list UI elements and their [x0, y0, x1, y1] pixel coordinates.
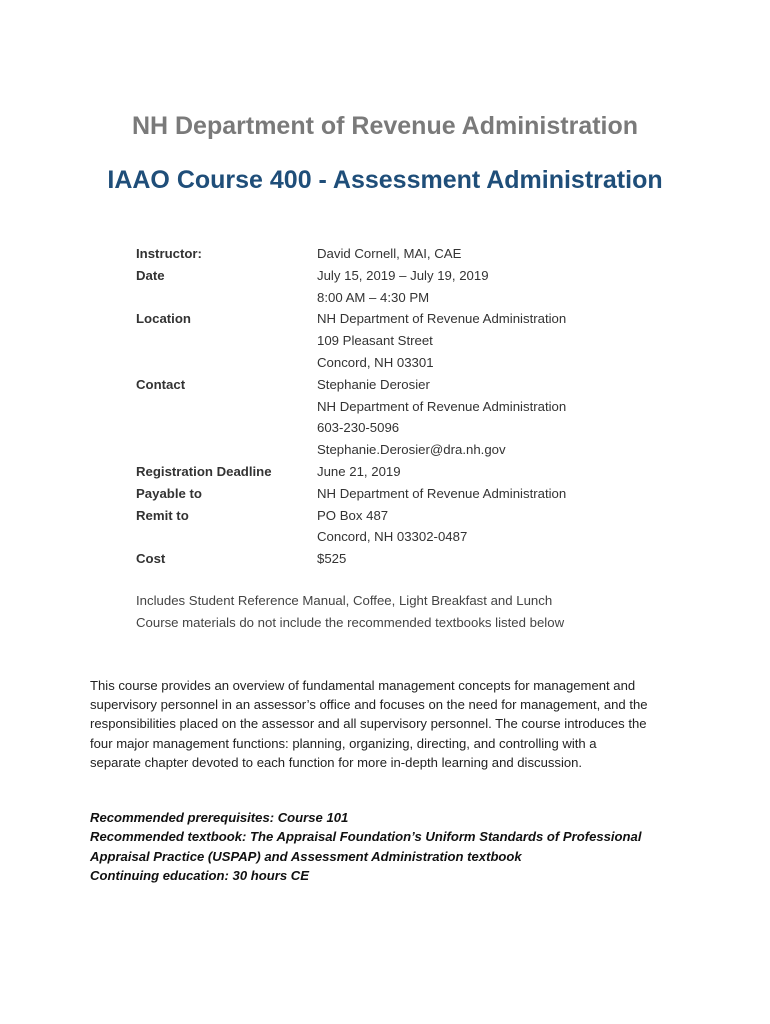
description-line: separate chapter devoted to each function for more in-depth learning and discussion.	[90, 754, 583, 770]
description-line: four major management functions: planning, organizing, directing, and controlling with a	[90, 735, 597, 751]
course-description	[90, 676, 690, 772]
detail-label: Location	[136, 311, 191, 327]
requirement-line: Recommended textbook: The Appraisal Foundation’s Uniform Standards of Professional	[90, 829, 642, 845]
requirement-line: Continuing education: 30 hours CE	[90, 867, 309, 883]
detail-value: Concord, NH 03301	[317, 354, 434, 370]
detail-value: David Cornell, MAI, CAE	[317, 246, 462, 261]
course-requirements	[90, 808, 641, 885]
requirement-line: Recommended prerequisites: Course 101	[90, 810, 349, 825]
detail-label: Payable to	[136, 485, 202, 501]
organization-title: NH Department of Revenue Administration	[131, 112, 639, 140]
detail-value: 109 Pleasant Street	[317, 333, 433, 349]
detail-label: Contact	[136, 376, 186, 392]
detail-value: Concord, NH 03302-0487	[317, 529, 468, 545]
detail-value: 8:00 AM – 4:30 PM	[317, 289, 430, 305]
description-line: supervisory personnel in an assessor’s office and focuses on the need for management, and the	[90, 697, 648, 713]
cost-value: $525	[317, 551, 347, 567]
detail-value: NH Department of Revenue Administration	[317, 398, 567, 414]
requirement-line: Appraisal Practice (USPAP) and Assessment Administration textbook	[90, 848, 522, 864]
course-title: IAAO Course 400 - Assessment Administration	[107, 166, 663, 194]
course-notes	[136, 590, 564, 634]
detail-value: PO Box 487	[317, 507, 389, 523]
contact-email: Stephanie.Derosier@dra.nh.gov	[317, 442, 506, 458]
detail-label: Cost	[136, 551, 166, 567]
detail-value: NH Department of Revenue Administration	[317, 485, 567, 501]
note-line: Includes Student Reference Manual, Coffee, Light Breakfast and Lunch	[136, 593, 553, 608]
note-line: Course materials do not include the recommended textbooks listed below	[136, 615, 565, 630]
detail-label: Registration Deadline	[136, 463, 272, 479]
description-line: This course provides an overview of fundamental management concepts for management and	[90, 678, 636, 693]
detail-value: June 21, 2019	[317, 463, 401, 479]
detail-value: NH Department of Revenue Administration	[317, 311, 567, 327]
description-line: responsibilities placed on the assessor and all supervisory personnel. The course introduces the	[90, 716, 647, 732]
detail-value: Stephanie Derosier	[317, 376, 430, 392]
detail-value: 603-230-5096	[317, 420, 400, 436]
detail-label: Remit to	[136, 507, 189, 523]
detail-value: July 15, 2019 – July 19, 2019	[317, 267, 489, 283]
detail-label: Date	[136, 267, 165, 283]
detail-label: Instructor:	[136, 246, 202, 261]
